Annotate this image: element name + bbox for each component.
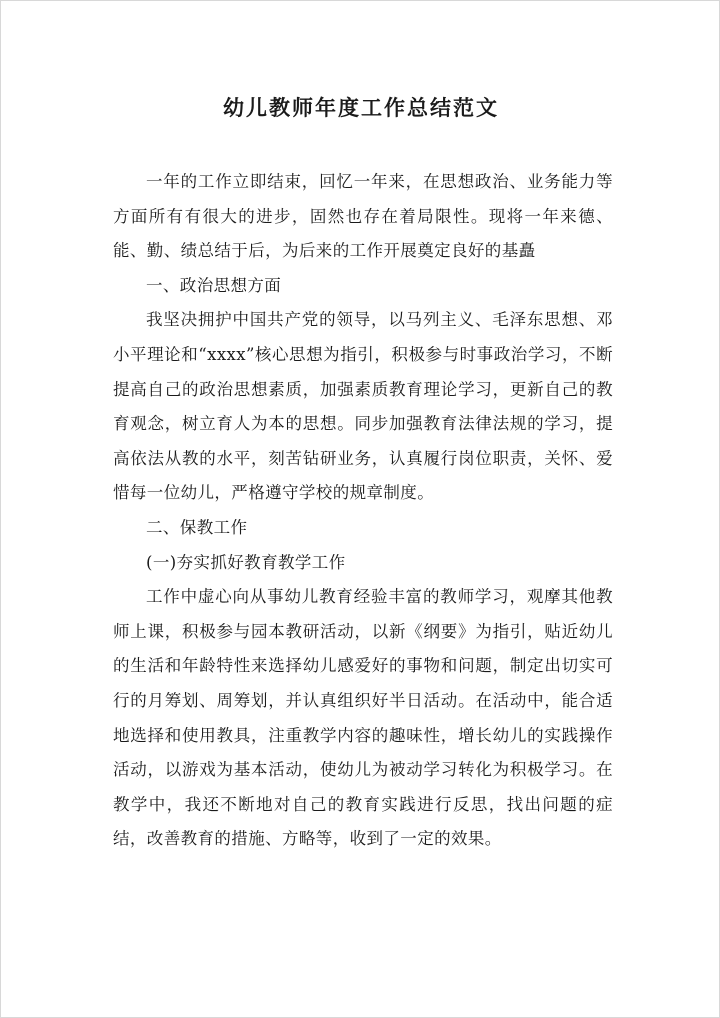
subsection-heading-teaching: (一)夯实抓好教育教学工作 — [146, 552, 346, 572]
document-body — [113, 165, 613, 857]
paragraph-politics: 我坚决拥护中国共产党的领导，以马列主义、毛泽东思想、邓小平理论和“xxxx”核心思想为指引，积极参与时事政治学习，不断提高自己的政治思想素质，加强素质教育理论学习，更新自己的教育观念，树立育人为本的思想。同步加强教育法律法规的学习，提高依法从教的水平，刻苦钻研业务，认真履行岗位职责，关怀、爱惜每一位幼儿，严格遵守学校的规章制度。 — [113, 310, 613, 503]
section-heading-politics: 一、政治思想方面 — [146, 275, 282, 295]
paragraph-intro: 一年的工作立即结束，回忆一年来，在思想政治、业务能力等方面所有有很大的进步，固然也存在着局限性。现将一年来德、能、勤、绩总结于后，为后来的工作开展奠定良好的基矗 — [113, 172, 613, 261]
document-title: 幼儿教师年度工作总结范文 — [223, 95, 499, 120]
paragraph-teaching: 工作中虚心向从事幼儿教育经验丰富的教师学习，观摩其他教师上课，积极参与园本教研活动，以新《纲要》为指引，贴近幼儿的生活和年龄特性来选择幼儿感爱好的事物和问题，制定出切实可行的月筹划、周筹划，并认真组织好半日活动。在活动中，能合适地选择和使用教具，注重教学内容的趣味性，增长幼儿的实践操作活动，以游戏为基本活动，使幼儿为被动学习转化为积极学习。在教学中，我还不断地对自己的教育实践进行反思，找出问题的症结，改善教育的措施、方略等，收到了一定的效果。 — [113, 587, 613, 849]
section-heading-care-education: 二、保教工作 — [146, 517, 248, 537]
